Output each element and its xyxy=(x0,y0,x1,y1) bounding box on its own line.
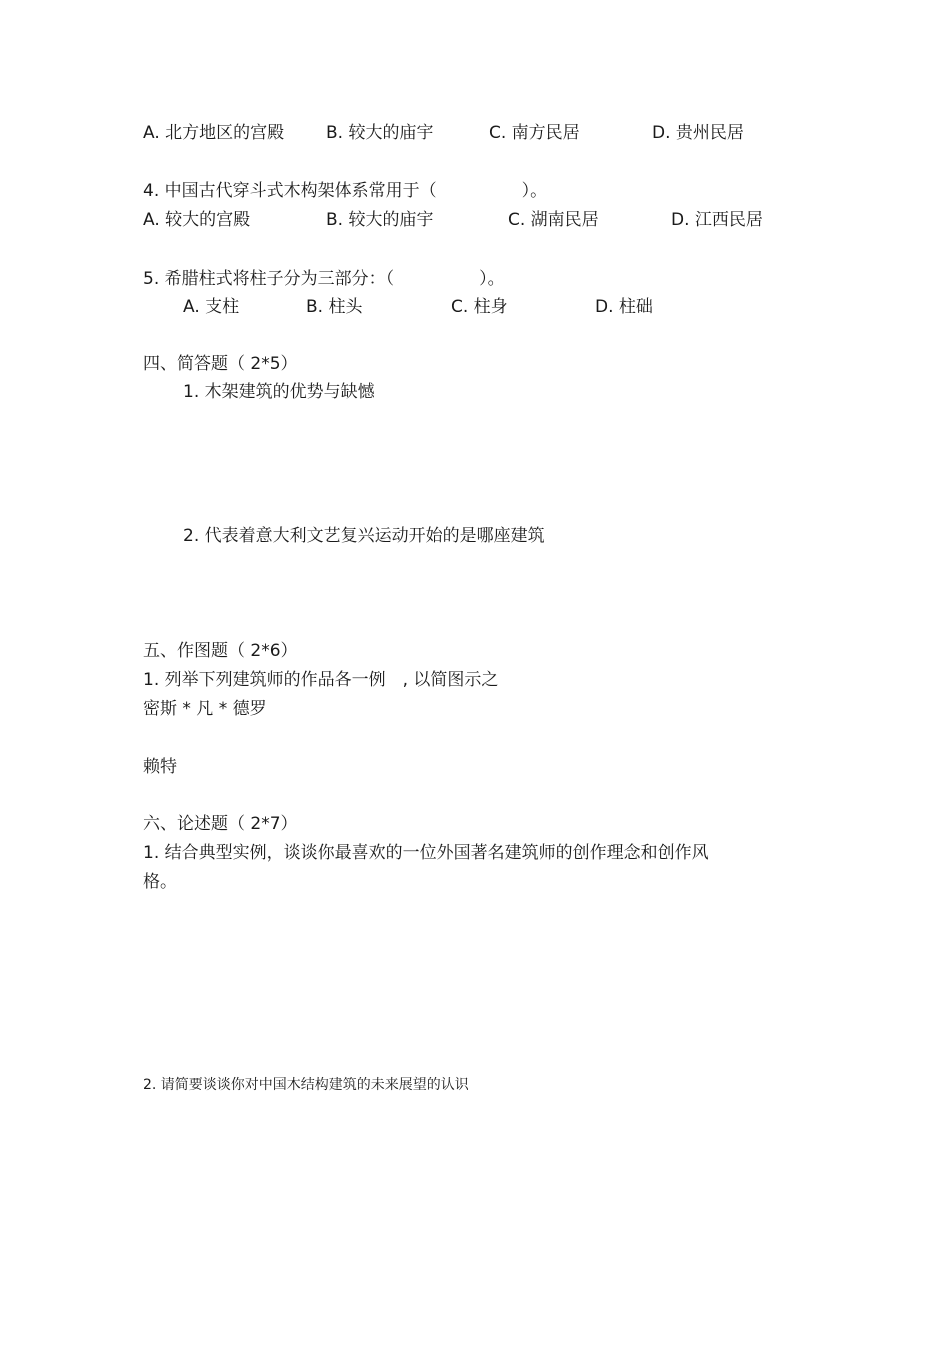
q5-option-b: B. 柱头 xyxy=(306,297,363,317)
section6-question-1-line-1: 1. 结合典型实例，谈谈你最喜欢的一位外国著名建筑师的创作理念和创作风 xyxy=(143,843,709,863)
section4-question-1: 1. 木架建筑的优势与缺憾 xyxy=(183,382,375,402)
q3-option-b: B. 较大的庙宇 xyxy=(326,123,434,143)
q4-option-b: B. 较大的庙宇 xyxy=(326,210,434,230)
section5-question-1: 1. 列举下列建筑师的作品各一例 , 以简图示之 xyxy=(143,670,499,690)
q5-option-c: C. 柱身 xyxy=(451,297,508,317)
q4-option-d: D. 江西民居 xyxy=(671,210,763,230)
q3-option-a: A. 北方地区的宫殿 xyxy=(143,123,285,143)
section6-question-1-line-2: 格。 xyxy=(143,872,177,892)
section5-architect-wright: 赖特 xyxy=(143,757,177,777)
q5-stem: 5. 希腊柱式将柱子分为三部分：（ ）。 xyxy=(143,269,505,289)
q5-option-a: A. 支柱 xyxy=(183,297,240,317)
section5-title: 五、作图题（ 2*6） xyxy=(143,641,298,661)
q4-stem: 4. 中国古代穿斗式木构架体系常用于（ ）。 xyxy=(143,181,548,201)
q3-option-d: D. 贵州民居 xyxy=(652,123,744,143)
section6-question-2: 2. 请简要谈谈你对中国木结构建筑的未来展望的认识 xyxy=(143,1077,469,1093)
q4-option-a: A. 较大的宫殿 xyxy=(143,210,251,230)
section4-title: 四、简答题（ 2*5） xyxy=(143,354,298,374)
q5-option-d: D. 柱础 xyxy=(595,297,653,317)
section5-architect-mies: 密斯 * 凡 * 德罗 xyxy=(143,699,267,719)
section4-question-2: 2. 代表着意大利文艺复兴运动开始的是哪座建筑 xyxy=(183,526,545,546)
q3-option-c: C. 南方民居 xyxy=(489,123,580,143)
q4-option-c: C. 湖南民居 xyxy=(508,210,599,230)
section6-title: 六、论述题（ 2*7） xyxy=(143,814,298,834)
